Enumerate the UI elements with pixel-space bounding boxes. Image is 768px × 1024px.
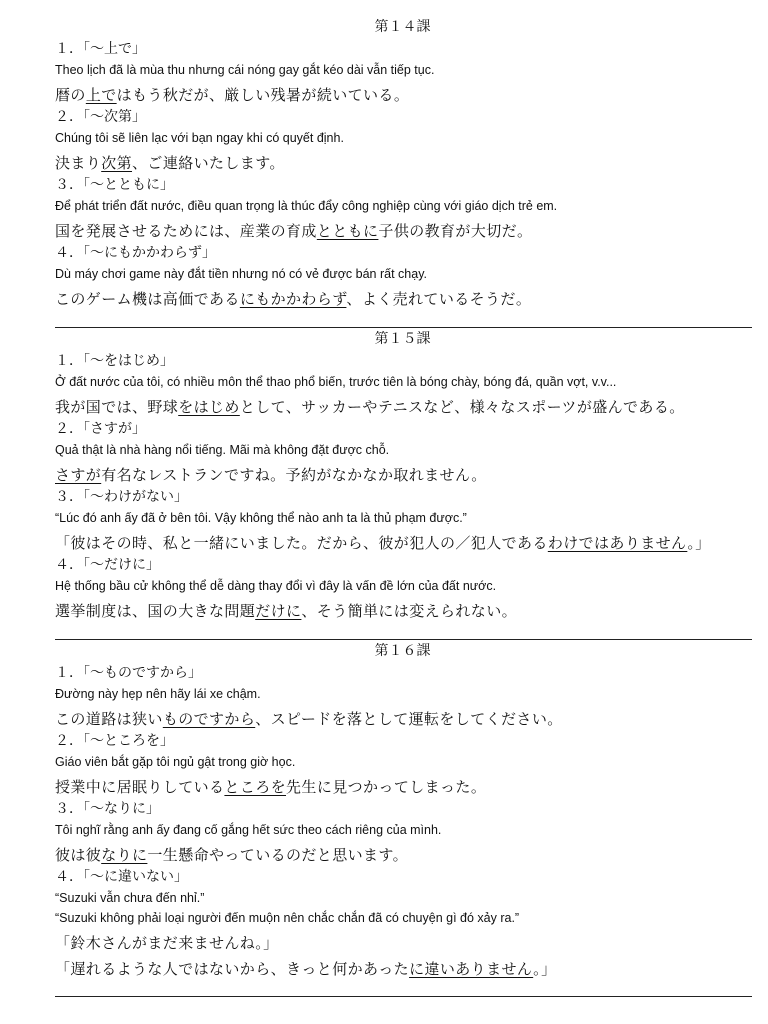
grammar-point: ３．「～わけがない」 — [55, 489, 188, 505]
grammar-pattern-underline: とともに — [316, 222, 379, 240]
grammar-pattern-underline: だけに — [255, 602, 302, 620]
grammar-point: ３．「～なりに」 — [55, 801, 160, 817]
vietnamese-translation: Quả thật là nhà hàng nổi tiếng. Mãi mà không đặt được chỗ. — [55, 443, 390, 457]
japanese-example: 「彼はその時、私と一緒にいました。だから、彼が犯人の／犯人であるわけではありません。」 — [55, 534, 711, 552]
japanese-example: 彼は彼なりに一生懸命やっているのだと思います。 — [55, 846, 409, 864]
lesson-14 — [55, 16, 750, 310]
lesson-16 — [55, 640, 750, 980]
grammar-point: ２．「～ところを」 — [55, 733, 174, 749]
vietnamese-translation: “Lúc đó anh ấy đã ở bên tôi. Vậy không thể nào anh ta là thủ phạm được.” — [55, 511, 467, 525]
japanese-example: この道路は狭いものですから、スピードを落として運転をしてください。 — [55, 710, 563, 728]
grammar-point: ２．「～次第」 — [55, 109, 146, 125]
vietnamese-translation: Giáo viên bắt gặp tôi ngủ gật trong giờ học. — [55, 755, 296, 769]
japanese-example: 決まり次第、ご連絡いたします。 — [55, 154, 285, 172]
vietnamese-translation: Tôi nghĩ rằng anh ấy đang cố gắng hết sức theo cách riêng của mình. — [55, 823, 442, 837]
grammar-item — [55, 242, 750, 310]
vietnamese-translation: “Suzuki không phải loại người đến muộn nên chắc chắn đã có chuyện gì đó xảy ra.” — [55, 911, 520, 925]
vietnamese-translation: Đường này hẹp nên hãy lái xe chậm. — [55, 687, 261, 701]
lesson-title: 第１４課 — [374, 19, 431, 35]
grammar-pattern-underline: なりに — [101, 846, 148, 864]
lesson-15 — [55, 328, 750, 622]
vietnamese-translation: Hệ thống bầu cử không thể dễ dàng thay đổi vì đây là vấn đề lớn của đất nước. — [55, 579, 497, 593]
japanese-example: 国を発展させるためには、産業の育成とともに子供の教育が大切だ。 — [55, 222, 533, 240]
grammar-item — [55, 730, 750, 798]
vietnamese-translation: Ở đất nước của tôi, có nhiều môn thể thao phổ biến, trước tiên là bóng chày, bóng đá, quần vợt, v.v... — [55, 375, 617, 389]
vietnamese-translation: Dù máy chơi game này đắt tiền nhưng nó có vẻ được bán rất chạy. — [55, 267, 427, 281]
japanese-example: 暦の上ではもう秋だが、厳しい残暑が続いている。 — [55, 86, 410, 104]
japanese-example: 「遅れるような人ではないから、きっと何かあったに違いありません。」 — [55, 960, 557, 978]
grammar-point: ２．「さすが」 — [55, 421, 146, 437]
grammar-pattern-underline: わけではありません — [547, 534, 688, 552]
vietnamese-translation: Để phát triển đất nước, điều quan trọng là thúc đẩy công nghiệp cùng với giáo dịch trẻ em. — [55, 199, 558, 213]
section-divider — [55, 996, 752, 997]
japanese-example: このゲーム機は高価であるにもかかわらず、よく売れているそうだ。 — [55, 290, 532, 308]
grammar-item — [55, 174, 750, 242]
grammar-item — [55, 798, 750, 866]
grammar-point: ４．「～にもかかわらず」 — [55, 245, 216, 261]
grammar-pattern-underline: ものですから — [162, 710, 256, 728]
grammar-item — [55, 106, 750, 174]
japanese-example: 選挙制度は、国の大きな問題だけに、そう簡単には変えられない。 — [55, 602, 518, 620]
grammar-point: ４．「～だけに」 — [55, 557, 160, 573]
grammar-pattern-underline: にもかかわらず — [239, 290, 347, 308]
grammar-point: １．「～をはじめ」 — [55, 353, 174, 369]
grammar-item — [55, 662, 750, 730]
grammar-item — [55, 418, 750, 486]
vietnamese-translation: Chúng tôi sẽ liên lạc với bạn ngay khi có quyết định. — [55, 131, 344, 145]
grammar-item — [55, 554, 750, 622]
grammar-pattern-underline: をはじめ — [178, 398, 240, 416]
grammar-pattern-underline: 次第 — [101, 154, 133, 172]
japanese-example: さすが有名なレストランですね。予約がなかなか取れません。 — [55, 466, 487, 484]
grammar-item — [55, 866, 750, 980]
grammar-pattern-underline: 上で — [85, 86, 117, 104]
grammar-pattern-underline: ところを — [224, 778, 287, 796]
japanese-example: 我が国では、野球をはじめとして、サッカーやテニスなど、様々なスポーツが盛んである。 — [55, 398, 685, 416]
grammar-item — [55, 350, 750, 418]
grammar-item — [55, 38, 750, 106]
lesson-title: 第１５課 — [374, 331, 431, 347]
vietnamese-translation: “Suzuki vẫn chưa đến nhỉ.” — [55, 891, 205, 905]
grammar-pattern-underline: に違いありません — [409, 960, 534, 978]
japanese-example: 授業中に居眠りしているところを先生に見つかってしまった。 — [55, 778, 487, 796]
vietnamese-translation: Theo lịch đã là mùa thu nhưng cái nóng gay gắt kéo dài vẫn tiếp tục. — [55, 63, 435, 77]
grammar-point: １．「～ものですから」 — [55, 665, 202, 681]
grammar-point: ３．「～とともに」 — [55, 177, 174, 193]
grammar-point: ４．「～に違いない」 — [55, 869, 188, 885]
grammar-pattern-underline: さすが — [55, 466, 102, 484]
japanese-example: 「鈴木さんがまだ来ませんね。」 — [55, 934, 279, 952]
lesson-title: 第１６課 — [374, 643, 431, 659]
grammar-point: １．「～上で」 — [55, 41, 146, 57]
grammar-item — [55, 486, 750, 554]
